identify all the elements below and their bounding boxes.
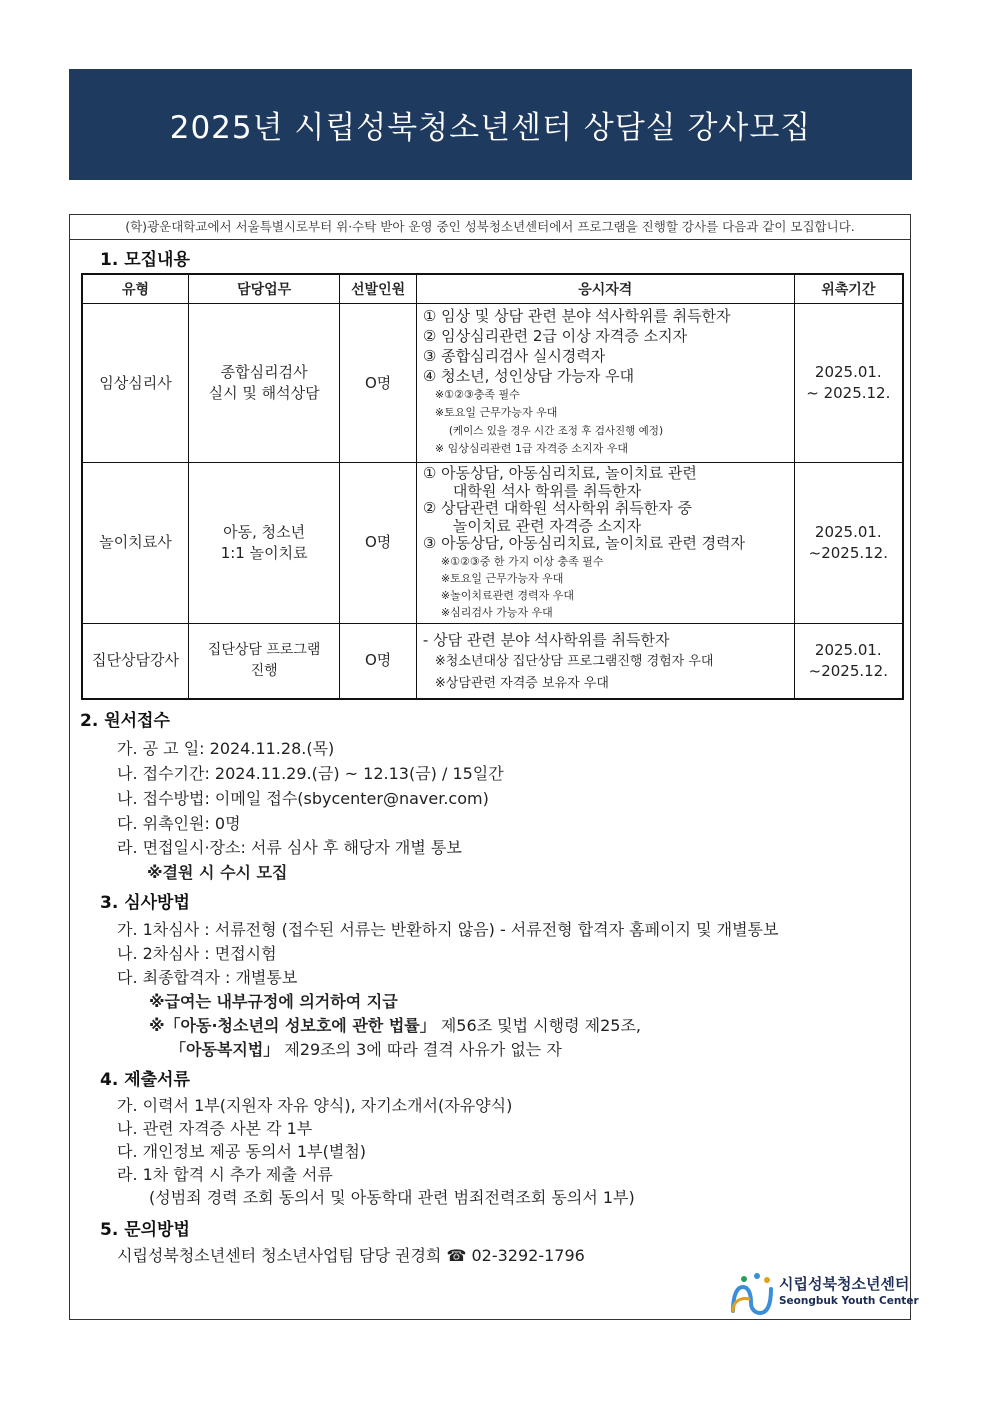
note-line: ※①②③중 한 가지 이상 충족 필수 (440, 554, 604, 568)
header-count: 선발인원 (340, 274, 417, 304)
qualification-line: ② 상담관련 대학원 석사학위 취득한자 중 (422, 499, 693, 517)
section3-heading: 3. 심사방법 (100, 893, 190, 913)
qualification-line: 대학원 석사 학위를 취득한자 (452, 481, 642, 500)
recruit-table (81, 273, 904, 700)
note-line: ※상담관련 자격증 보유자 우대 (434, 675, 609, 691)
section2-item: 나. 접수기간: 2024.11.29.(금) ~ 12.13(금) / 15일간 (117, 764, 504, 783)
law-text: 제56조 및법 시행령 제25조, (435, 1016, 641, 1035)
section2-item: 나. 접수방법: 이메일 접수(sbycenter@naver.com) (117, 789, 489, 808)
note-line: ※①②③충족 필수 (434, 388, 520, 401)
duty-line: 집단상담 프로그램 (207, 641, 321, 658)
table-row (82, 623, 903, 699)
period-cell (794, 623, 903, 699)
note-line: ※심리검사 가능자 우대 (440, 605, 553, 619)
duty-line: 아동, 청소년 (223, 522, 306, 541)
qualification-line: ③ 아동상담, 아동심리치료, 놀이치료 관련 경력자 (422, 534, 746, 552)
intro-text: (학)광운대학교에서 서울특별시로부터 위·수탁 받아 운영 중인 성북청소년센터에서 프로그램을 진행할 강사를 다음과 같이 모집합니다. (70, 215, 910, 240)
period-line: ~2025.12. (808, 661, 888, 680)
note-line: ※토요일 근무가능자 우대 (434, 406, 558, 419)
table-header-row (82, 274, 903, 304)
period-line: ~2025.12. (808, 543, 888, 562)
logo-name-ko: 시립성북청소년센터 (779, 1275, 910, 1293)
qualification-cell (416, 463, 794, 624)
count-cell: O명 (340, 304, 417, 463)
section2-heading: 2. 원서접수 (80, 711, 170, 731)
type-cell: 임상심리사 (82, 304, 188, 463)
section3-item: 나. 2차심사 : 면접시험 (117, 944, 277, 963)
period-cell (794, 304, 903, 463)
section2-note: ※결원 시 수시 모집 (147, 863, 288, 882)
header-type: 유형 (82, 274, 188, 304)
section4-heading: 4. 제출서류 (100, 1070, 190, 1090)
note-line: ※토요일 근무가능자 우대 (440, 571, 564, 585)
section3-note: ※급여는 내부규정에 의거하여 지급 (149, 992, 398, 1011)
type-cell: 놀이치료사 (82, 463, 188, 624)
logo-name-en: Seongbuk Youth Center (779, 1295, 919, 1307)
title-banner (69, 69, 912, 180)
period-cell (794, 463, 903, 624)
qualification-line: ① 아동상담, 아동심리치료, 놀이치료 관련 (422, 464, 697, 482)
section4-item: 다. 개인정보 제공 동의서 1부(별첨) (117, 1142, 367, 1161)
duty-cell (188, 623, 339, 699)
duty-line: 실시 및 해석상담 (208, 384, 320, 402)
section3-note (149, 1013, 641, 1036)
qualification-line: ① 임상 및 상담 관련 분야 석사학위를 취득한자 (422, 307, 731, 325)
qualification-line: ④ 청소년, 성인상담 가능자 우대 (422, 367, 635, 385)
period-line: 2025.01. (814, 640, 882, 659)
type-cell: 집단상담강사 (82, 623, 188, 699)
period-line: 2025.01. (814, 522, 882, 541)
section2-item: 라. 면접일시·장소: 서류 심사 후 해당자 개별 통보 (117, 838, 462, 857)
duty-line: 1:1 놀이치료 (220, 543, 308, 562)
page-title: 2025년 시립성북청소년센터 상담실 강사모집 (169, 110, 812, 146)
period-line: 2025.01. (814, 363, 882, 381)
qualification-cell (416, 623, 794, 699)
section4-item: 라. 1차 합격 시 추가 제출 서류 (117, 1165, 333, 1184)
period-line: ~ 2025.12. (806, 384, 891, 402)
content-frame (69, 214, 919, 1320)
count-cell: O명 (340, 463, 417, 624)
qualification-cell (416, 304, 794, 463)
note-line: ※놀이치료관련 경력자 우대 (440, 588, 575, 602)
header-period: 위촉기간 (794, 274, 903, 304)
section4-item: 나. 관련 자격증 사본 각 1부 (117, 1119, 313, 1138)
header-duty: 담당업무 (188, 274, 339, 304)
qualification-line: - 상담 관련 분야 석사학위를 취득한자 (422, 630, 670, 649)
section3-item: 가. 1차심사 : 서류전형 (접수된 서류는 반환하지 않음) - 서류전형 합격자 홈페이지 및 개별통보 (117, 920, 779, 939)
contact-info: 시립성북청소년센터 청소년사업팀 담당 권경희 ☎ 02-3292-1796 (117, 1246, 585, 1265)
note-line: (케이스 있을 경우 시간 조정 후 검사진행 예정) (448, 425, 664, 437)
section1-heading: 1. 모집내용 (100, 250, 190, 270)
section2-item: 가. 공 고 일: 2024.11.28.(목) (117, 739, 335, 758)
duty-line: 종합심리검사 (220, 363, 308, 381)
header-qualification: 응시자격 (416, 274, 794, 304)
section3-item: 다. 최종합격자 : 개별통보 (117, 968, 298, 987)
note-line: ※ 임상심리관련 1급 자격증 소지자 우대 (434, 442, 628, 455)
qualification-line: ② 임상심리관련 2급 이상 자격증 소지자 (422, 327, 688, 345)
logo-icon (727, 1271, 777, 1315)
duty-line: 진행 (250, 662, 278, 679)
duty-cell (188, 463, 339, 624)
count-cell: O명 (340, 623, 417, 699)
table-row (82, 304, 903, 463)
section4-item: (성범죄 경력 조회 동의서 및 아동학대 관련 범죄전력조회 동의서 1부) (149, 1188, 635, 1207)
note-line: ※청소년대상 집단상담 프로그램진행 경험자 우대 (434, 653, 714, 669)
qualification-line: ③ 종합심리검사 실시경력자 (422, 347, 606, 365)
law-text: 제29조의 3에 따라 결격 사유가 없는 자 (279, 1040, 562, 1059)
duty-cell (188, 304, 339, 463)
section3-note (170, 1037, 562, 1060)
qualification-line: 놀이치료 관련 자격증 소지자 (452, 516, 642, 535)
section2-item: 다. 위촉인원: 0명 (117, 814, 241, 833)
section5-heading: 5. 문의방법 (100, 1220, 190, 1240)
law-name: ※「아동·청소년의 성보호에 관한 법률」 (149, 1016, 436, 1035)
law-name: 「아동복지법」 (170, 1040, 280, 1059)
table-row (82, 463, 903, 624)
section4-item: 가. 이력서 1부(지원자 자유 양식), 자기소개서(자유양식) (117, 1096, 513, 1115)
center-logo (727, 1271, 919, 1315)
